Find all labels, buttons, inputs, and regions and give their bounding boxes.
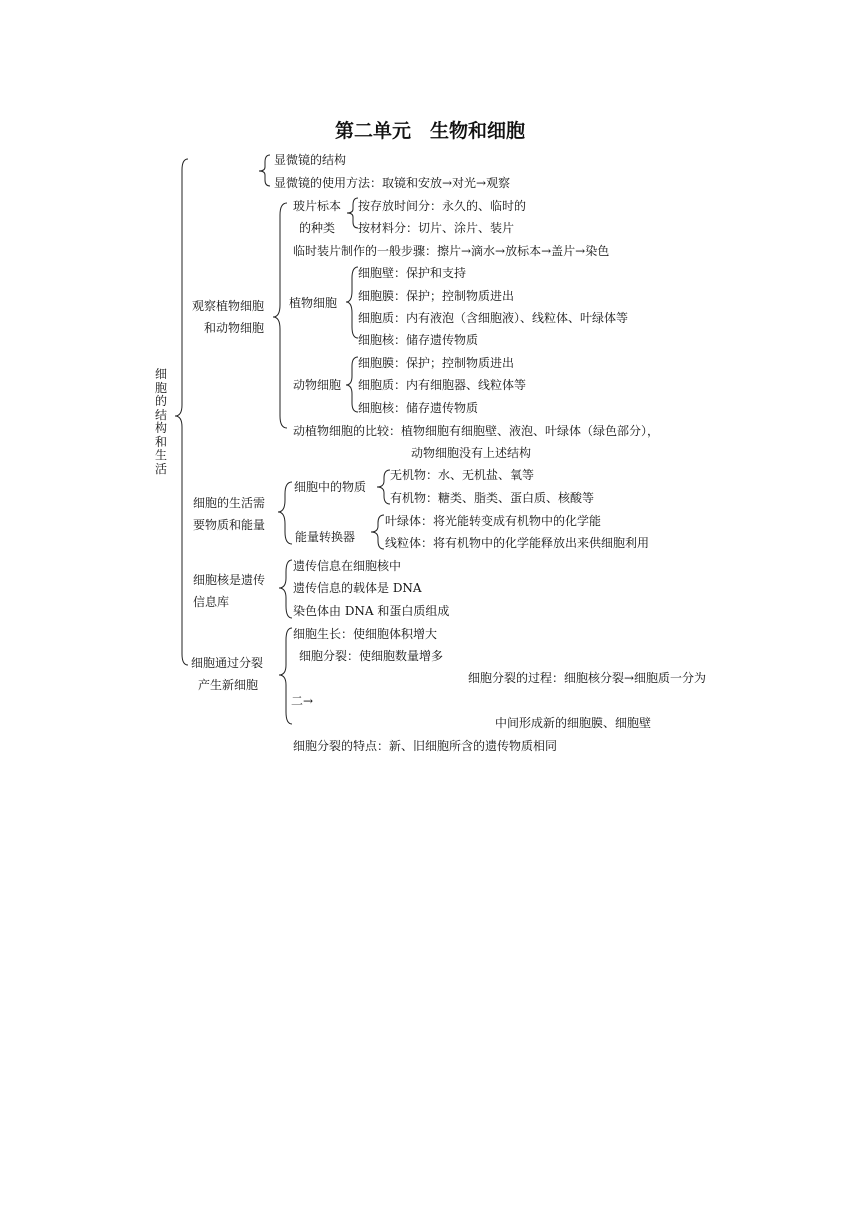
- nucleus-label-2: 信息库: [193, 595, 230, 609]
- nucleus-item: 遗传信息在细胞核中: [293, 559, 402, 573]
- root-brace: [175, 159, 188, 665]
- inorganic-item: 无机物：水、无机盐、氧等: [390, 468, 535, 482]
- slides-brace: [347, 198, 358, 228]
- animal-cell-label: 动物细胞: [293, 378, 342, 392]
- animal-brace: [346, 357, 358, 412]
- division-process-2: 二→: [291, 694, 314, 708]
- needs-brace: [278, 482, 292, 544]
- division-process-3: 中间形成新的细胞膜、细胞壁: [495, 716, 652, 730]
- plant-item: 细胞质：内有液泡（含细胞液）、线粒体、叶绿体等: [358, 311, 629, 325]
- plant-item: 细胞膜：保护；控制物质进出: [358, 289, 515, 303]
- converters-brace: [371, 515, 384, 549]
- chloroplast-item: 叶绿体：将光能转变成有机物中的化学能: [385, 514, 602, 528]
- observe-label-2: 和动物细胞: [204, 321, 265, 335]
- root-label: 细胞的结构和生活: [155, 367, 168, 476]
- observe-brace: [273, 203, 287, 428]
- temp-slide-steps: 临时装片制作的一般步骤：擦片→滴水→放标本→盖片→染色: [293, 244, 610, 258]
- slides-label-2: 的种类: [299, 221, 336, 235]
- page-title: 第二单元 生物和细胞: [334, 120, 525, 142]
- division-process-1: 细胞分裂的过程：细胞核分裂→细胞质一分为: [468, 671, 707, 685]
- microscope-usage: 显微镜的使用方法：取镜和安放→对光→观察: [274, 176, 511, 190]
- cell-growth-item: 细胞生长：使细胞体积增大: [293, 627, 438, 641]
- plant-item: 细胞核：储存遗传物质: [358, 333, 479, 347]
- nucleus-item: 遗传信息的载体是 DNA: [293, 581, 422, 595]
- slides-by-material: 按材料分：切片、涂片、装片: [358, 221, 515, 235]
- plant-item: 细胞壁：保护和支持: [358, 266, 467, 280]
- division-label-1: 细胞通过分裂: [191, 656, 264, 670]
- observe-label-1: 观察植物细胞: [192, 299, 265, 313]
- nucleus-brace: [279, 560, 292, 618]
- animal-item: 细胞质：内有细胞器、线粒体等: [358, 378, 527, 392]
- plant-brace: [346, 267, 358, 338]
- substances-brace: [377, 470, 390, 504]
- plant-cell-label: 植物细胞: [289, 296, 338, 310]
- slides-by-time: 按存放时间分：永久的、临时的: [358, 199, 527, 213]
- compare-line-2: 动物细胞没有上述结构: [411, 446, 532, 460]
- slides-label-1: 玻片标本: [293, 199, 342, 213]
- substances-label: 细胞中的物质: [294, 480, 367, 494]
- division-brace: [279, 628, 292, 724]
- cell-division-item: 细胞分裂：使细胞数量增多: [299, 649, 444, 663]
- animal-item: 细胞膜：保护；控制物质进出: [358, 356, 515, 370]
- needs-label-1: 细胞的生活需: [193, 496, 266, 510]
- microscope-brace: [259, 155, 270, 186]
- organic-item: 有机物：糖类、脂类、蛋白质、核酸等: [390, 491, 595, 505]
- converters-label: 能量转换器: [295, 530, 356, 544]
- animal-item: 细胞核：储存遗传物质: [358, 401, 479, 415]
- mitochondria-item: 线粒体：将有机物中的化学能释放出来供细胞利用: [385, 536, 650, 550]
- nucleus-item: 染色体由 DNA 和蛋白质组成: [293, 604, 450, 618]
- needs-label-2: 要物质和能量: [193, 518, 266, 532]
- nucleus-label-1: 细胞核是遗传: [193, 573, 266, 587]
- division-label-2: 产生新细胞: [198, 678, 259, 692]
- division-feature: 细胞分裂的特点：新、旧细胞所含的遗传物质相同: [293, 739, 558, 753]
- compare-line-1: 动植物细胞的比较：植物细胞有细胞壁、液泡、叶绿体（绿色部分），: [293, 424, 660, 438]
- microscope-structure: 显微镜的结构: [274, 153, 347, 167]
